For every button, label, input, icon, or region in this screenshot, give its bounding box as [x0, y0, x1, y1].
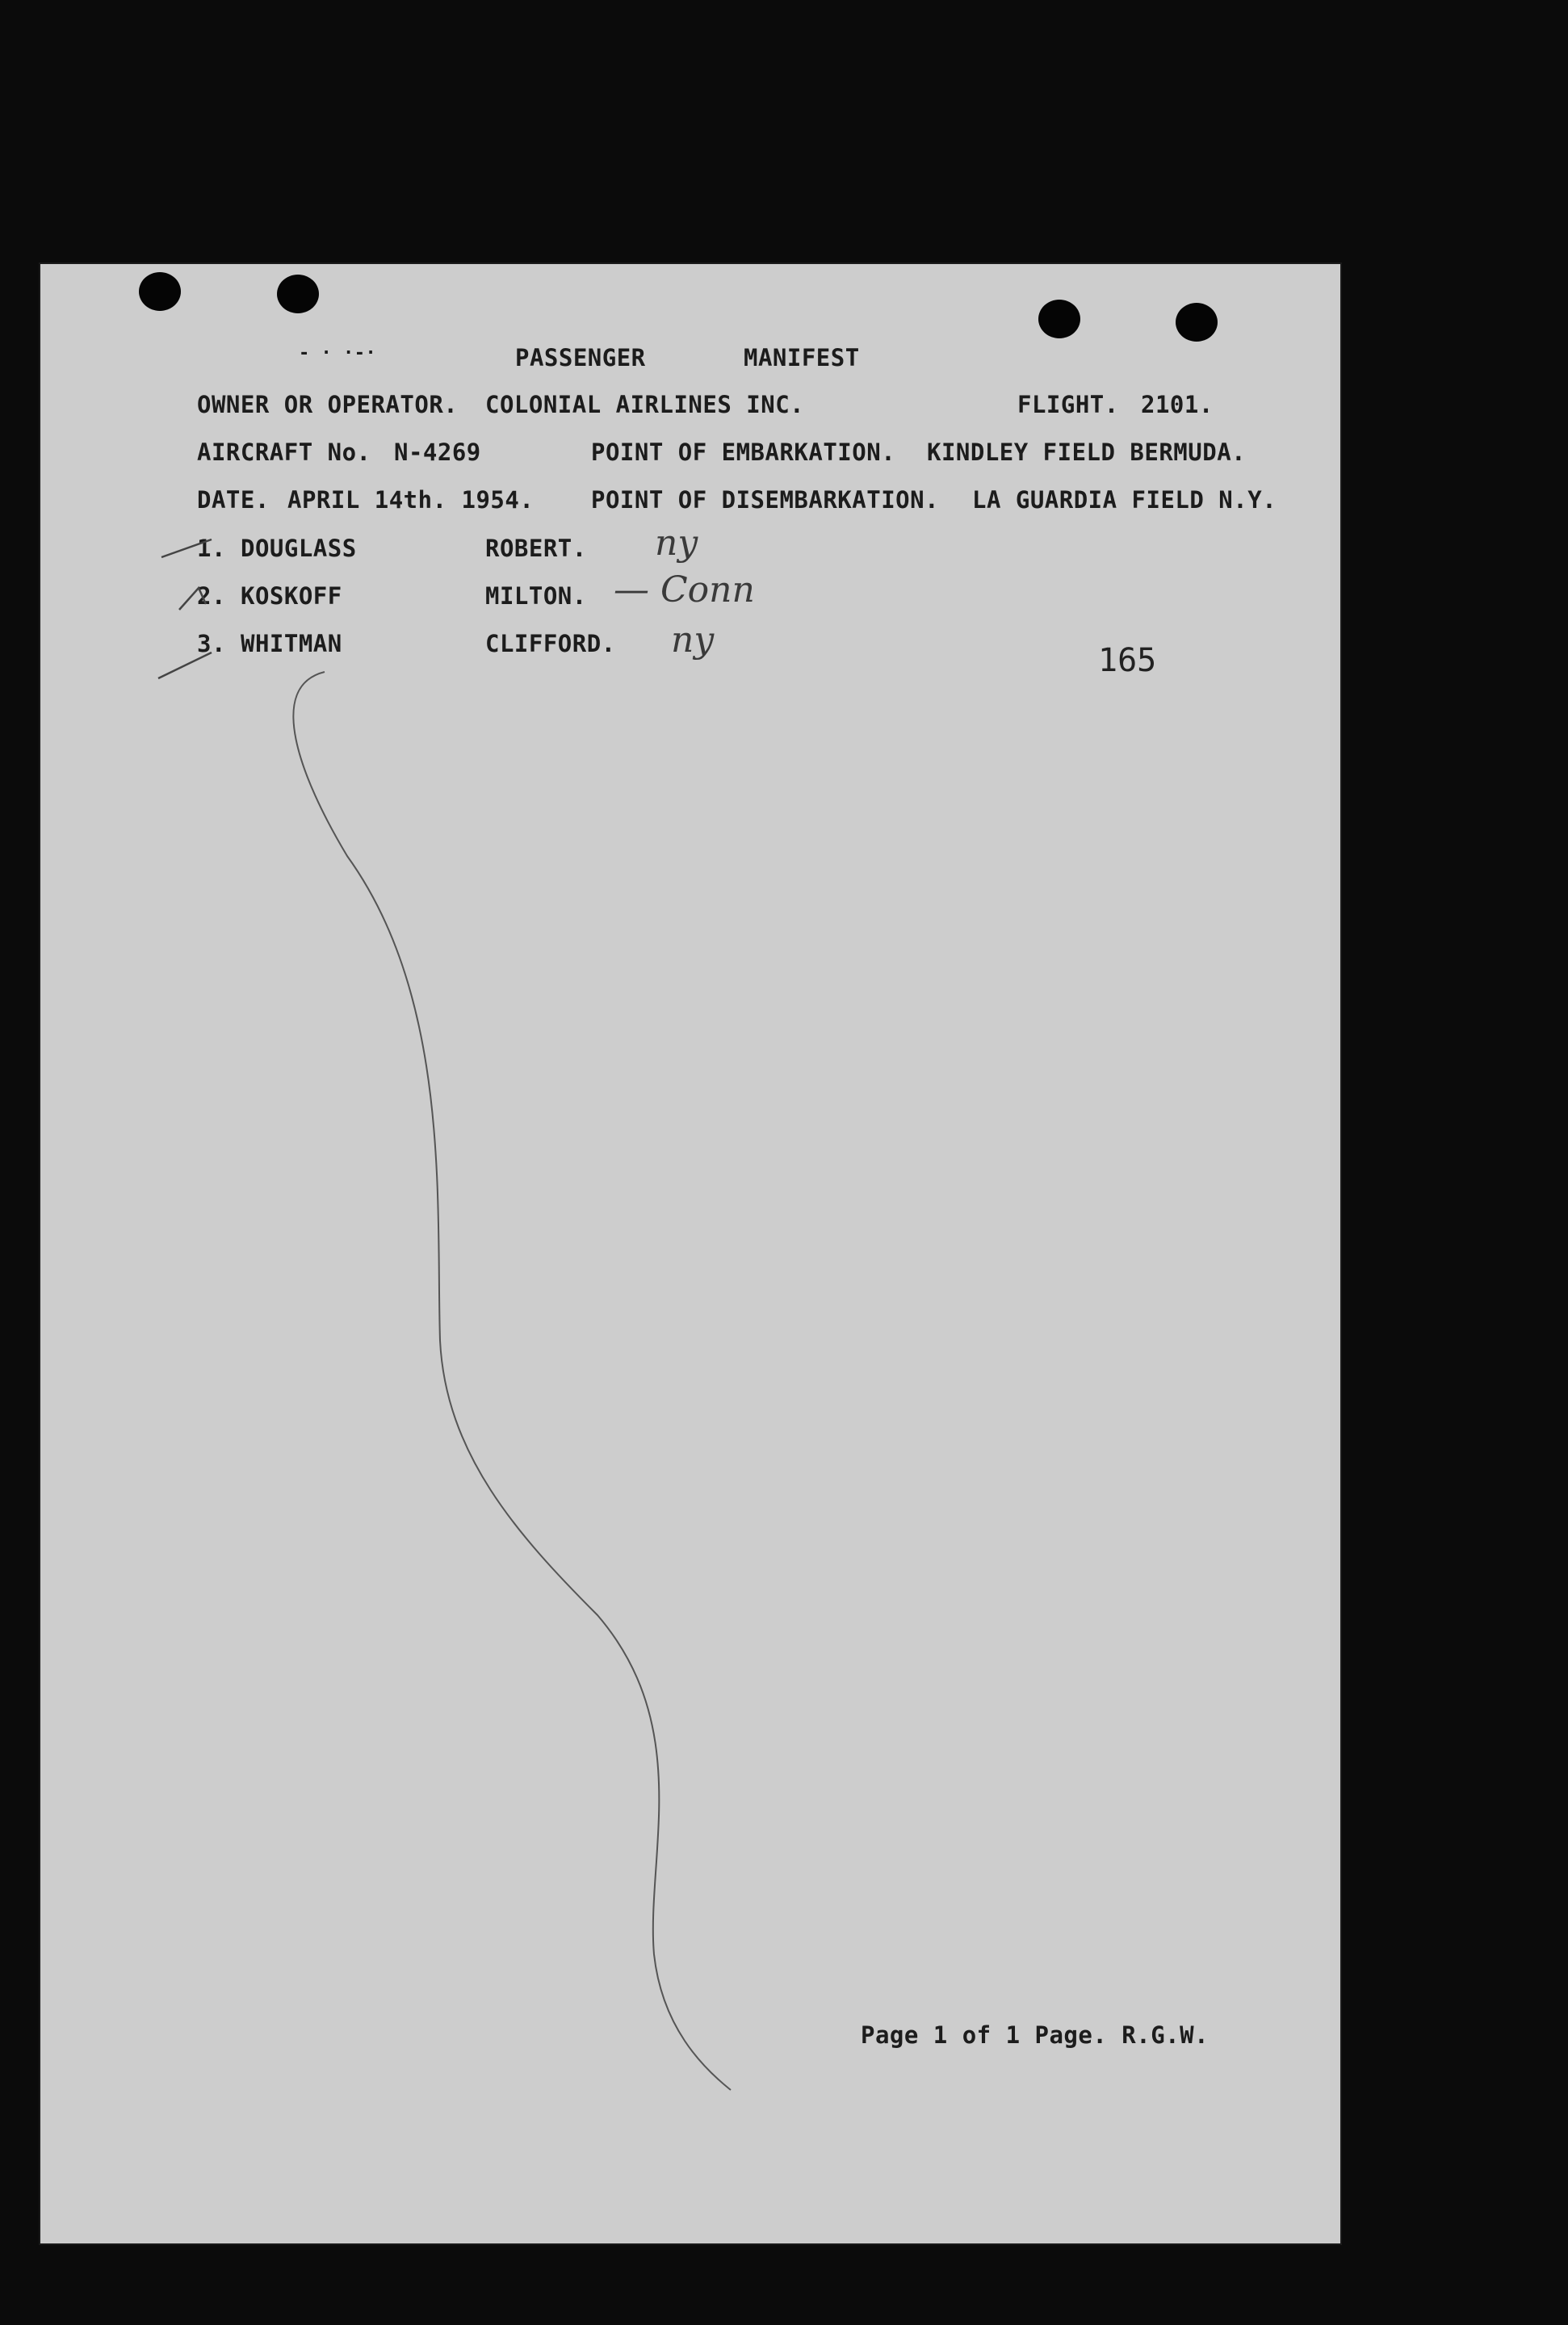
- title-manifest: MANIFEST: [744, 344, 860, 371]
- passenger-2-surname: KOSKOFF: [241, 582, 342, 610]
- header-marks: - · ·-·: [299, 343, 377, 363]
- title-passenger: PASSENGER: [515, 344, 646, 371]
- passenger-2-num: 2.: [197, 582, 226, 610]
- passenger-2-note: — Conn: [614, 569, 755, 611]
- flight-value: 2101.: [1141, 391, 1214, 418]
- punch-hole: [139, 272, 181, 311]
- passenger-2-given: MILTON.: [485, 582, 587, 610]
- page-footer: Page 1 of 1 Page. R.G.W.: [861, 2021, 1210, 2049]
- owner-value: COLONIAL AIRLINES INC.: [485, 391, 805, 418]
- passenger-1-given: ROBERT.: [485, 535, 587, 562]
- disembark-value: LA GUARDIA FIELD N.Y.: [972, 486, 1277, 514]
- manifest-sheet: [39, 262, 1342, 2245]
- embark-label: POINT OF EMBARKATION.: [591, 439, 896, 466]
- page-stamp-number: 165: [1098, 642, 1157, 679]
- passenger-1-num: 1.: [197, 535, 226, 562]
- aircraft-value: N-4269: [394, 439, 481, 466]
- owner-label: OWNER OR OPERATOR.: [197, 391, 459, 418]
- date-label: DATE.: [197, 486, 270, 514]
- punch-hole: [1176, 303, 1218, 342]
- flight-label: FLIGHT.: [1017, 391, 1119, 418]
- passenger-3-surname: WHITMAN: [241, 630, 342, 657]
- passenger-1-surname: DOUGLASS: [241, 535, 357, 562]
- aircraft-label: AIRCRAFT No.: [197, 439, 371, 466]
- punch-hole: [277, 275, 319, 313]
- date-value: APRIL 14th. 1954.: [287, 486, 535, 514]
- passenger-3-given: CLIFFORD.: [485, 630, 616, 657]
- passenger-1-note: ny: [655, 522, 698, 564]
- disembark-label: POINT OF DISEMBARKATION.: [591, 486, 940, 514]
- passenger-3-num: 3.: [197, 630, 226, 657]
- embark-value: KINDLEY FIELD BERMUDA.: [927, 439, 1247, 466]
- punch-hole: [1038, 300, 1080, 338]
- passenger-3-note: ny: [671, 619, 715, 661]
